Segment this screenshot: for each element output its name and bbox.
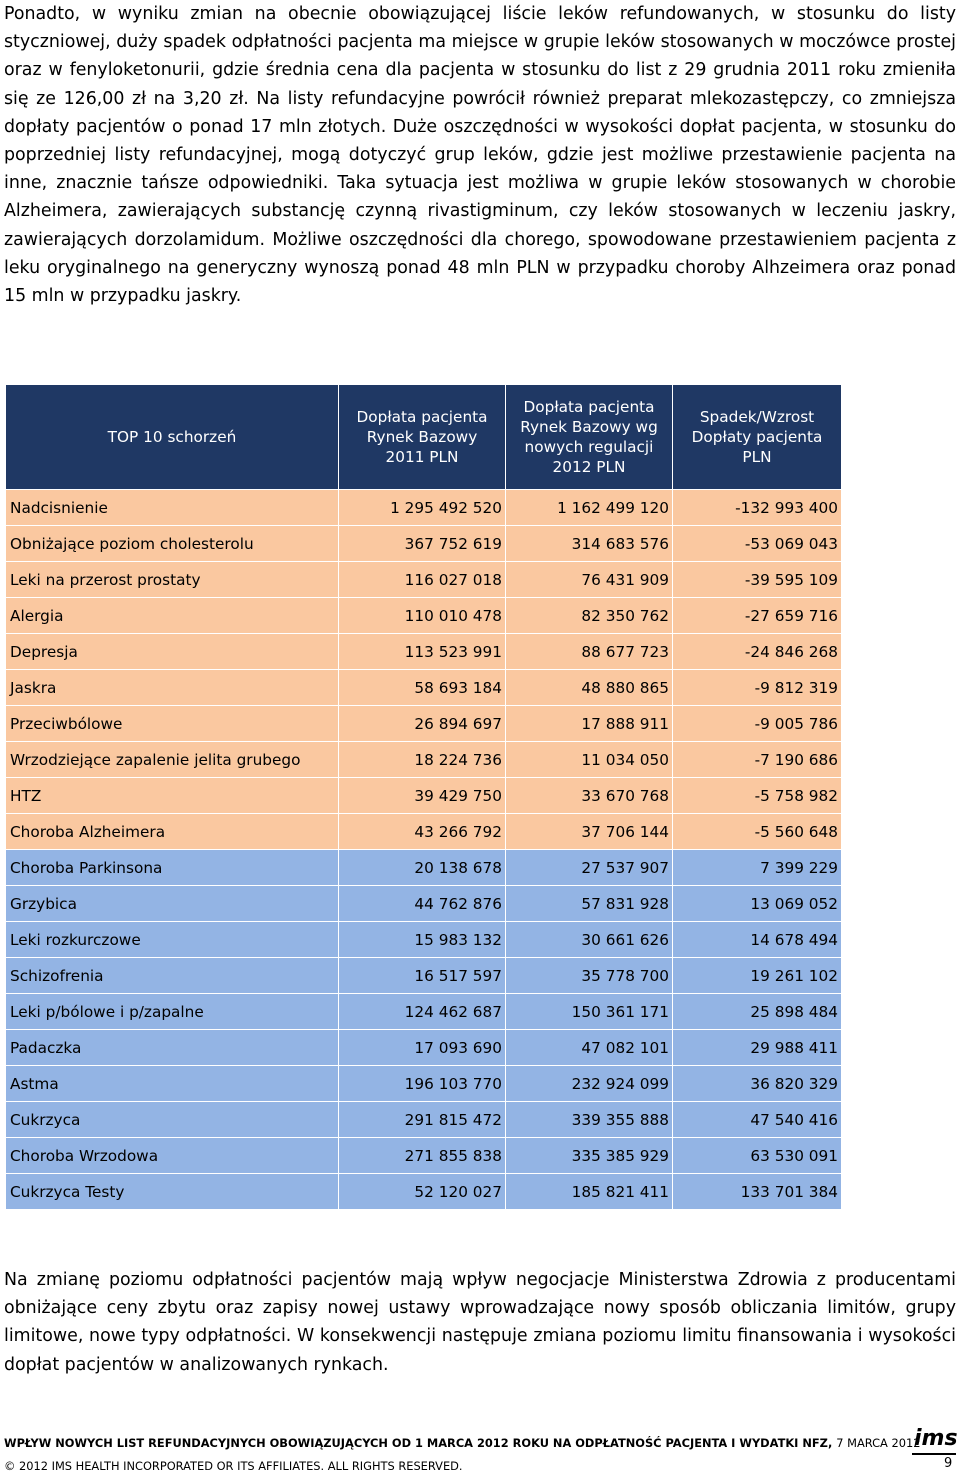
copay-2012-cell: 150 361 171 (506, 994, 673, 1030)
change-cell: -9 005 786 (673, 706, 842, 742)
change-cell: 25 898 484 (673, 994, 842, 1030)
copay-2011-cell: 20 138 678 (339, 850, 506, 886)
footer-title (4, 1436, 920, 1450)
disease-cell: Choroba Wrzodowa (6, 1138, 339, 1174)
change-cell: 29 988 411 (673, 1030, 842, 1066)
table-row (6, 1102, 842, 1138)
copay-2012-cell: 335 385 929 (506, 1138, 673, 1174)
disease-cell: Grzybica (6, 886, 339, 922)
copay-2011-cell: 113 523 991 (339, 634, 506, 670)
copay-2012-cell: 88 677 723 (506, 634, 673, 670)
logo-rule (912, 1453, 956, 1455)
copay-2011-cell: 271 855 838 (339, 1138, 506, 1174)
header-change: Spadek/Wzrost Dopłaty pacjenta PLN (673, 385, 842, 490)
copay-2012-cell: 11 034 050 (506, 742, 673, 778)
table-row (6, 706, 842, 742)
copay-2012-cell: 76 431 909 (506, 562, 673, 598)
copay-2011-cell: 58 693 184 (339, 670, 506, 706)
table-row (6, 886, 842, 922)
disease-cell: Jaskra (6, 670, 339, 706)
copay-2011-cell: 291 815 472 (339, 1102, 506, 1138)
change-cell: -5 560 648 (673, 814, 842, 850)
disease-cell: Cukrzyca Testy (6, 1174, 339, 1210)
copay-2011-cell: 52 120 027 (339, 1174, 506, 1210)
copay-2012-cell: 17 888 911 (506, 706, 673, 742)
table-row (6, 562, 842, 598)
disease-cell: Astma (6, 1066, 339, 1102)
table-row (6, 598, 842, 634)
copay-2011-cell: 43 266 792 (339, 814, 506, 850)
copay-2011-cell: 39 429 750 (339, 778, 506, 814)
copyright-notice: © 2012 IMS HEALTH INCORPORATED OR ITS AFFILIATES. ALL RIGHTS RESERVED. (4, 1459, 463, 1473)
ims-logo: ims (914, 1426, 958, 1451)
table-row (6, 526, 842, 562)
disease-cell: Cukrzyca (6, 1102, 339, 1138)
footer-title-text: WPŁYW NOWYCH LIST REFUNDACYJNYCH OBOWIĄZUJĄCYCH OD 1 MARCA 2012 ROKU NA ODPŁATNOŚĆ PACJENTA I WYDATKI NFZ, (4, 1436, 833, 1450)
copayment-table (5, 384, 842, 1210)
table-body (6, 490, 842, 1210)
disease-cell: Wrzodziejące zapalenie jelita grubego (6, 742, 339, 778)
disease-cell: Obniżające poziom cholesterolu (6, 526, 339, 562)
change-cell: 7 399 229 (673, 850, 842, 886)
table-row (6, 922, 842, 958)
copay-2011-cell: 196 103 770 (339, 1066, 506, 1102)
change-cell: -7 190 686 (673, 742, 842, 778)
intro-paragraph: Ponadto, w wyniku zmian na obecnie obowiązującej liście leków refundowanych, w stosunku do listy styczniowej, duży spadek odpłatności pacjenta ma miejsce w grupie leków stosowanych w moczówce prostej oraz w fenyloketonurii, gdzie średnia cena dla pacjenta w stosunku do list z 29 grudnia 2011 roku zmieniła się ze 126,00 zł na 3,20 zł. Na listy refundacyjne powrócił również preparat mlekozastępczy, co zmniejsza dopłaty pacjentów o ponad 17 mln złotych. Duże oszczędności w wysokości dopłat pacjenta, w stosunku do poprzedniej listy refundacyjnej, mogą dotyczyć grup leków, gdzie jest możliwe przestawienie pacjenta na inne, znacznie tańsze odpowiedniki. Taka sytuacja jest możliwa w grupie leków stosowanych w chorobie Alzheimera, zawierających substancję czynną rivastigminum, czy leków stosowanych w leczeniu jaskry, zawierających dorzolamidum. Możliwe oszczędności dla chorego, spowodowane przestawieniem pacjenta z leku oryginalnego na generyczny wynoszą ponad 48 mln PLN w przypadku choroby Alhzeimera oraz ponad 15 mln w przypadku jaskry. (4, 4, 956, 307)
table-row (6, 814, 842, 850)
disease-cell: Choroba Parkinsona (6, 850, 339, 886)
copay-2011-cell: 17 093 690 (339, 1030, 506, 1066)
copay-2011-cell: 1 295 492 520 (339, 490, 506, 526)
disease-cell: Leki na przerost prostaty (6, 562, 339, 598)
change-cell: -27 659 716 (673, 598, 842, 634)
conclusion-paragraph: Na zmianę poziomu odpłatności pacjentów mają wpływ negocjacje Ministerstwa Zdrowia z producentami obniżające ceny zbytu oraz zapisy nowej ustawy wprowadzające nowy sposób obliczania limitów, grupy limitowe, nowe typy odpłatności. W konsekwencji następuje zmiana poziomu limitu finansowania i wysokości dopłat pacjentów w analizowanych rynkach. (4, 1270, 956, 1375)
copay-2011-cell: 116 027 018 (339, 562, 506, 598)
disease-cell: Leki p/bólowe i p/zapalne (6, 994, 339, 1030)
footer-date: 7 MARCA 2012 (836, 1436, 921, 1450)
change-cell: 36 820 329 (673, 1066, 842, 1102)
change-cell: 133 701 384 (673, 1174, 842, 1210)
header-copay-2011: Dopłata pacjenta Rynek Bazowy 2011 PLN (339, 385, 506, 490)
change-cell: 14 678 494 (673, 922, 842, 958)
table-row (6, 958, 842, 994)
change-cell: -9 812 319 (673, 670, 842, 706)
copay-2012-cell: 33 670 768 (506, 778, 673, 814)
table-row (6, 634, 842, 670)
page-number: 9 (944, 1456, 953, 1471)
copay-2011-cell: 367 752 619 (339, 526, 506, 562)
table-row (6, 1030, 842, 1066)
disease-cell: Nadcisnienie (6, 490, 339, 526)
copay-2012-cell: 232 924 099 (506, 1066, 673, 1102)
table-row (6, 1174, 842, 1210)
copay-2012-cell: 185 821 411 (506, 1174, 673, 1210)
table-row (6, 778, 842, 814)
copay-2011-cell: 124 462 687 (339, 994, 506, 1030)
disease-cell: Choroba Alzheimera (6, 814, 339, 850)
disease-cell: Schizofrenia (6, 958, 339, 994)
change-cell: -39 595 109 (673, 562, 842, 598)
table-header-row (6, 385, 842, 490)
change-cell: 63 530 091 (673, 1138, 842, 1174)
change-cell: -24 846 268 (673, 634, 842, 670)
table-row (6, 850, 842, 886)
copay-2011-cell: 15 983 132 (339, 922, 506, 958)
header-copay-2012: Dopłata pacjenta Rynek Bazowy wg nowych regulacji 2012 PLN (506, 385, 673, 490)
change-cell: 13 069 052 (673, 886, 842, 922)
copay-2011-cell: 26 894 697 (339, 706, 506, 742)
change-cell: -5 758 982 (673, 778, 842, 814)
disease-cell: Alergia (6, 598, 339, 634)
change-cell: -132 993 400 (673, 490, 842, 526)
disease-cell: Depresja (6, 634, 339, 670)
copay-2012-cell: 27 537 907 (506, 850, 673, 886)
change-cell: 19 261 102 (673, 958, 842, 994)
copay-2012-cell: 314 683 576 (506, 526, 673, 562)
copay-2012-cell: 48 880 865 (506, 670, 673, 706)
copay-2011-cell: 44 762 876 (339, 886, 506, 922)
disease-cell: HTZ (6, 778, 339, 814)
disease-cell: Padaczka (6, 1030, 339, 1066)
copay-2012-cell: 57 831 928 (506, 886, 673, 922)
copay-2012-cell: 37 706 144 (506, 814, 673, 850)
table-row (6, 490, 842, 526)
copay-2011-cell: 16 517 597 (339, 958, 506, 994)
change-cell: -53 069 043 (673, 526, 842, 562)
table-row (6, 742, 842, 778)
table-row (6, 1138, 842, 1174)
change-cell: 47 540 416 (673, 1102, 842, 1138)
table-row (6, 994, 842, 1030)
copay-2012-cell: 1 162 499 120 (506, 490, 673, 526)
copay-2012-cell: 339 355 888 (506, 1102, 673, 1138)
disease-cell: Przeciwbólowe (6, 706, 339, 742)
copay-2012-cell: 30 661 626 (506, 922, 673, 958)
disease-cell: Leki rozkurczowe (6, 922, 339, 958)
copay-2011-cell: 110 010 478 (339, 598, 506, 634)
header-disease: TOP 10 schorzeń (6, 385, 339, 490)
table-row (6, 1066, 842, 1102)
copay-2012-cell: 35 778 700 (506, 958, 673, 994)
copay-2012-cell: 47 082 101 (506, 1030, 673, 1066)
copay-2011-cell: 18 224 736 (339, 742, 506, 778)
copay-2012-cell: 82 350 762 (506, 598, 673, 634)
table-row (6, 670, 842, 706)
